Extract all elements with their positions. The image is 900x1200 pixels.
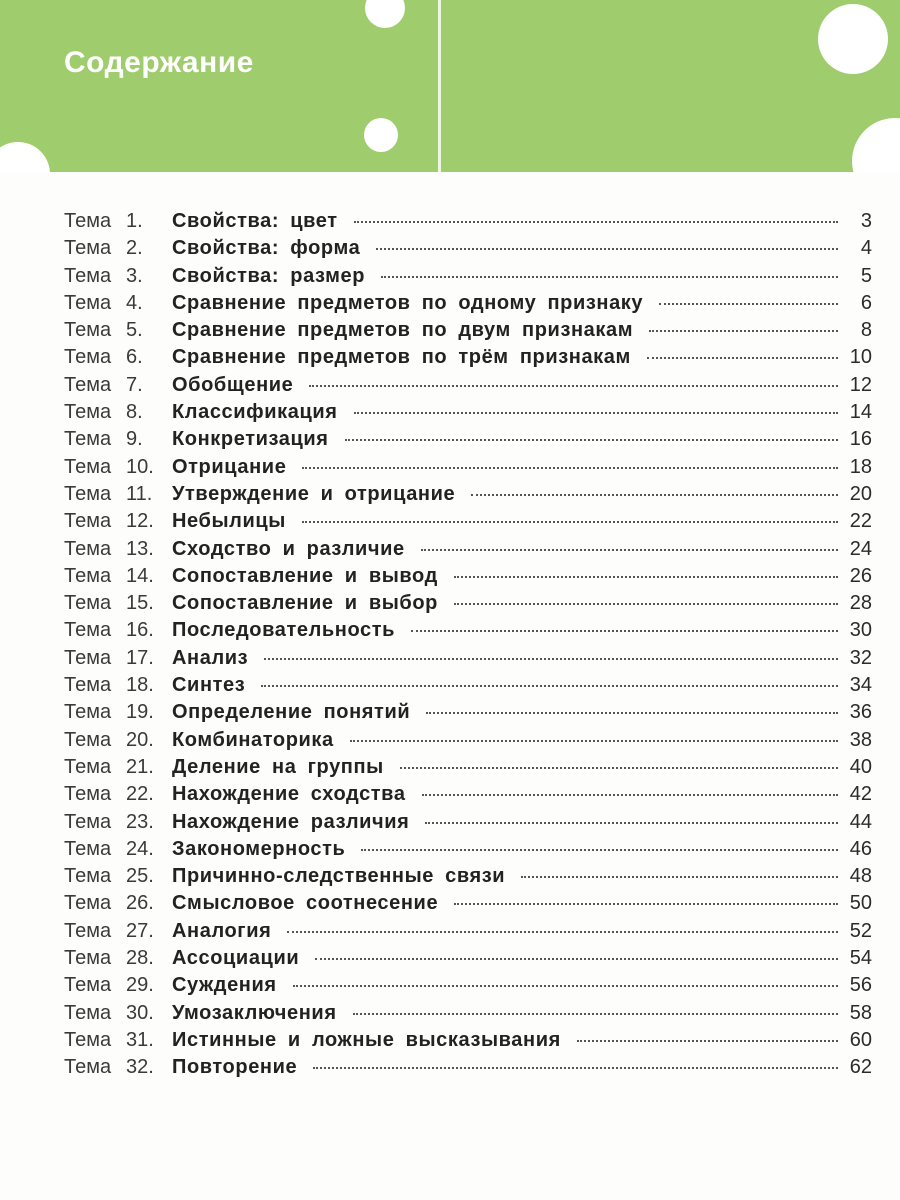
page-number: 36 [849, 701, 872, 724]
dot-leader [287, 931, 838, 933]
topic-label: Тема [64, 865, 112, 888]
page-number: 16 [849, 428, 872, 451]
toc-entry[interactable] [64, 374, 872, 401]
dot-leader [353, 1013, 838, 1015]
topic-label: Тема [64, 919, 112, 942]
toc-entry[interactable] [64, 265, 872, 292]
dot-leader [426, 712, 838, 714]
page-number: 24 [849, 537, 872, 560]
topic-label: Тема [64, 892, 112, 915]
topic-number: 10. [126, 455, 154, 478]
dot-leader [376, 248, 838, 250]
topic-label: Тема [64, 537, 112, 560]
toc-entry[interactable] [64, 947, 872, 974]
dot-leader [345, 439, 838, 441]
topic-title: Свойства: цвет [172, 210, 338, 232]
topic-label: Тема [64, 947, 112, 970]
topic-title: Сравнение предметов по двум признакам [172, 319, 634, 342]
topic-title: Ассоциации [172, 947, 300, 970]
topic-number: 12. [126, 510, 154, 533]
topic-label: Тема [64, 510, 112, 533]
toc-entry[interactable] [64, 346, 872, 373]
header-band [0, 0, 900, 172]
topic-title: Причинно-следственные связи [172, 865, 506, 888]
dot-leader [454, 576, 838, 578]
dot-leader [454, 903, 838, 905]
toc-entry[interactable] [64, 674, 872, 701]
topic-number: 3. [126, 264, 143, 287]
toc-entry[interactable] [64, 538, 872, 565]
page-number: 44 [849, 810, 872, 833]
topic-label: Тема [64, 428, 112, 451]
page-number: 8 [860, 319, 872, 342]
topic-title: Утверждение и отрицание [172, 482, 456, 505]
page-number: 20 [849, 482, 872, 505]
topic-number: 16. [126, 619, 154, 642]
toc-entry[interactable] [64, 838, 872, 865]
dot-leader [302, 521, 838, 523]
page-number: 38 [849, 728, 872, 751]
toc-entry[interactable] [64, 319, 872, 346]
page-number: 14 [849, 401, 872, 424]
topic-label: Тема [64, 674, 112, 697]
topic-label: Тема [64, 1001, 112, 1024]
toc-entry[interactable] [64, 811, 872, 838]
page-number: 40 [849, 755, 872, 778]
toc-entry[interactable] [64, 892, 872, 919]
dot-leader [400, 767, 838, 769]
toc-entry[interactable] [64, 237, 872, 264]
page-number: 4 [860, 237, 872, 260]
topic-label: Тема [64, 482, 112, 505]
topic-number: 23. [126, 810, 154, 833]
dot-leader [261, 685, 838, 687]
dot-leader [313, 1067, 838, 1069]
toc-entry[interactable] [64, 592, 872, 619]
topic-title: Сравнение предметов по трём признакам [172, 346, 631, 369]
topic-title: Нахождение сходства [172, 783, 406, 806]
page-number: 3 [860, 210, 872, 232]
toc-entry[interactable] [64, 647, 872, 674]
topic-title: Сопоставление и выбор [172, 592, 438, 615]
topic-label: Тема [64, 210, 112, 232]
page-number: 58 [849, 1001, 872, 1024]
dot-leader [647, 357, 838, 359]
toc-entry[interactable] [64, 428, 872, 455]
topic-title: Аналогия [172, 919, 272, 942]
topic-label: Тема [64, 564, 112, 587]
topic-number: 21. [126, 755, 154, 778]
topic-number: 14. [126, 564, 154, 587]
dot-leader [422, 794, 838, 796]
dot-leader [577, 1040, 838, 1042]
topic-label: Тема [64, 237, 112, 260]
topic-number: 15. [126, 592, 154, 615]
topic-number: 20. [126, 728, 154, 751]
toc-entry[interactable] [64, 920, 872, 947]
topic-label: Тема [64, 755, 112, 778]
topic-number: 7. [126, 373, 143, 396]
topic-title: Свойства: размер [172, 264, 366, 287]
dot-leader [315, 958, 838, 960]
topic-number: 18. [126, 674, 154, 697]
page-number: 50 [849, 892, 872, 915]
page-number: 62 [849, 1056, 872, 1079]
topic-title: Суждения [172, 974, 277, 997]
page-number: 56 [849, 974, 872, 997]
toc-entry[interactable] [64, 1029, 872, 1056]
topic-title: Повторение [172, 1056, 298, 1079]
topic-label: Тема [64, 291, 112, 314]
page-number: 10 [849, 346, 872, 369]
topic-title: Синтез [172, 674, 246, 697]
topic-label: Тема [64, 346, 112, 369]
topic-number: 11. [126, 482, 153, 505]
page-number: 6 [860, 291, 872, 314]
toc-entry[interactable] [64, 974, 872, 1001]
topic-title: Деление на группы [172, 755, 384, 778]
topic-title: Сравнение предметов по одному признаку [172, 291, 644, 314]
topic-label: Тема [64, 319, 112, 342]
toc-entry[interactable] [64, 701, 872, 728]
topic-title: Определение понятий [172, 701, 411, 724]
dot-leader [454, 603, 838, 605]
toc-entry[interactable] [64, 865, 872, 892]
topic-number: 22. [126, 783, 154, 806]
dot-leader [354, 412, 838, 414]
topic-number: 31. [126, 1028, 154, 1051]
topic-label: Тема [64, 783, 112, 806]
page-number: 32 [849, 646, 872, 669]
toc-entry[interactable] [64, 729, 872, 756]
topic-label: Тема [64, 373, 112, 396]
topic-label: Тема [64, 1056, 112, 1079]
table-of-contents [64, 210, 872, 1084]
topic-title: Смысловое соотнесение [172, 892, 439, 915]
topic-label: Тема [64, 455, 112, 478]
page-number: 54 [849, 947, 872, 970]
page-number: 60 [849, 1028, 872, 1051]
toc-entry[interactable] [64, 1056, 872, 1083]
topic-title: Закономерность [172, 837, 346, 860]
topic-title: Умозаключения [172, 1001, 337, 1024]
page-number: 26 [849, 564, 872, 587]
topic-label: Тема [64, 837, 112, 860]
page-number: 28 [849, 592, 872, 615]
toc-entry[interactable] [64, 1002, 872, 1029]
page-number: 48 [849, 865, 872, 888]
topic-number: 24. [126, 837, 154, 860]
page-number: 46 [849, 837, 872, 860]
topic-label: Тема [64, 810, 112, 833]
dot-leader [350, 740, 838, 742]
topic-number: 8. [126, 401, 143, 424]
header-divider [438, 0, 441, 172]
topic-title: Классификация [172, 401, 338, 424]
topic-label: Тема [64, 646, 112, 669]
toc-entry[interactable] [64, 483, 872, 510]
topic-label: Тема [64, 1028, 112, 1051]
topic-number: 32. [126, 1056, 154, 1079]
toc-entry[interactable] [64, 456, 872, 483]
dot-leader [361, 849, 838, 851]
topic-title: Сходство и различие [172, 537, 405, 560]
topic-title: Небылицы [172, 510, 286, 533]
topic-number: 5. [126, 319, 143, 342]
topic-label: Тема [64, 264, 112, 287]
topic-label: Тема [64, 701, 112, 724]
topic-number: 2. [126, 237, 143, 260]
topic-title: Истинные и ложные высказывания [172, 1028, 561, 1051]
dot-leader [421, 549, 838, 551]
page-number: 52 [849, 919, 872, 942]
topic-number: 25. [126, 865, 154, 888]
page-number: 42 [849, 783, 872, 806]
dot-leader [302, 467, 838, 469]
toc-entry[interactable] [64, 619, 872, 646]
topic-title: Анализ [172, 646, 249, 669]
topic-number: 30. [126, 1001, 154, 1024]
page-number: 5 [860, 264, 872, 287]
topic-title: Сопоставление и вывод [172, 564, 438, 587]
dot-leader [659, 303, 838, 305]
topic-number: 17. [126, 646, 154, 669]
topic-label: Тема [64, 592, 112, 615]
page-number: 18 [849, 455, 872, 478]
page-title: Содержание [64, 46, 254, 79]
decorative-circle [0, 142, 50, 172]
decorative-circle [818, 4, 888, 74]
page-number: 30 [849, 619, 872, 642]
topic-number: 28. [126, 947, 154, 970]
topic-label: Тема [64, 401, 112, 424]
topic-number: 26. [126, 892, 154, 915]
dot-leader [381, 276, 838, 278]
toc-entry[interactable] [64, 401, 872, 428]
page-number: 12 [849, 373, 872, 396]
toc-entry[interactable] [64, 565, 872, 592]
topic-title: Отрицание [172, 455, 287, 478]
topic-number: 27. [126, 919, 154, 942]
dot-leader [521, 876, 838, 878]
dot-leader [411, 630, 838, 632]
topic-title: Обобщение [172, 373, 294, 396]
topic-label: Тема [64, 728, 112, 751]
page-number: 22 [849, 510, 872, 533]
toc-entry[interactable] [64, 783, 872, 810]
decorative-circle [365, 0, 405, 28]
dot-leader [354, 221, 838, 223]
dot-leader [293, 985, 838, 987]
page-number: 34 [849, 674, 872, 697]
dot-leader [471, 494, 838, 496]
topic-number: 9. [126, 428, 143, 451]
dot-leader [309, 385, 838, 387]
topic-number: 4. [126, 291, 143, 314]
topic-title: Нахождение различия [172, 810, 410, 833]
topic-title: Комбинаторика [172, 728, 334, 751]
decorative-circle [852, 118, 900, 172]
topic-number: 1. [126, 210, 143, 232]
decorative-circle [364, 118, 398, 152]
topic-number: 6. [126, 346, 143, 369]
topic-number: 19. [126, 701, 154, 724]
dot-leader [264, 658, 838, 660]
toc-entry[interactable] [64, 756, 872, 783]
topic-title: Конкретизация [172, 428, 329, 451]
topic-label: Тема [64, 619, 112, 642]
topic-number: 13. [126, 537, 154, 560]
topic-title: Последовательность [172, 619, 396, 642]
topic-label: Тема [64, 974, 112, 997]
dot-leader [425, 822, 838, 824]
dot-leader [649, 330, 838, 332]
toc-entry[interactable] [64, 510, 872, 537]
topic-number: 29. [126, 974, 154, 997]
topic-title: Свойства: форма [172, 237, 361, 260]
toc-entry[interactable] [64, 210, 872, 237]
toc-entry[interactable] [64, 292, 872, 319]
